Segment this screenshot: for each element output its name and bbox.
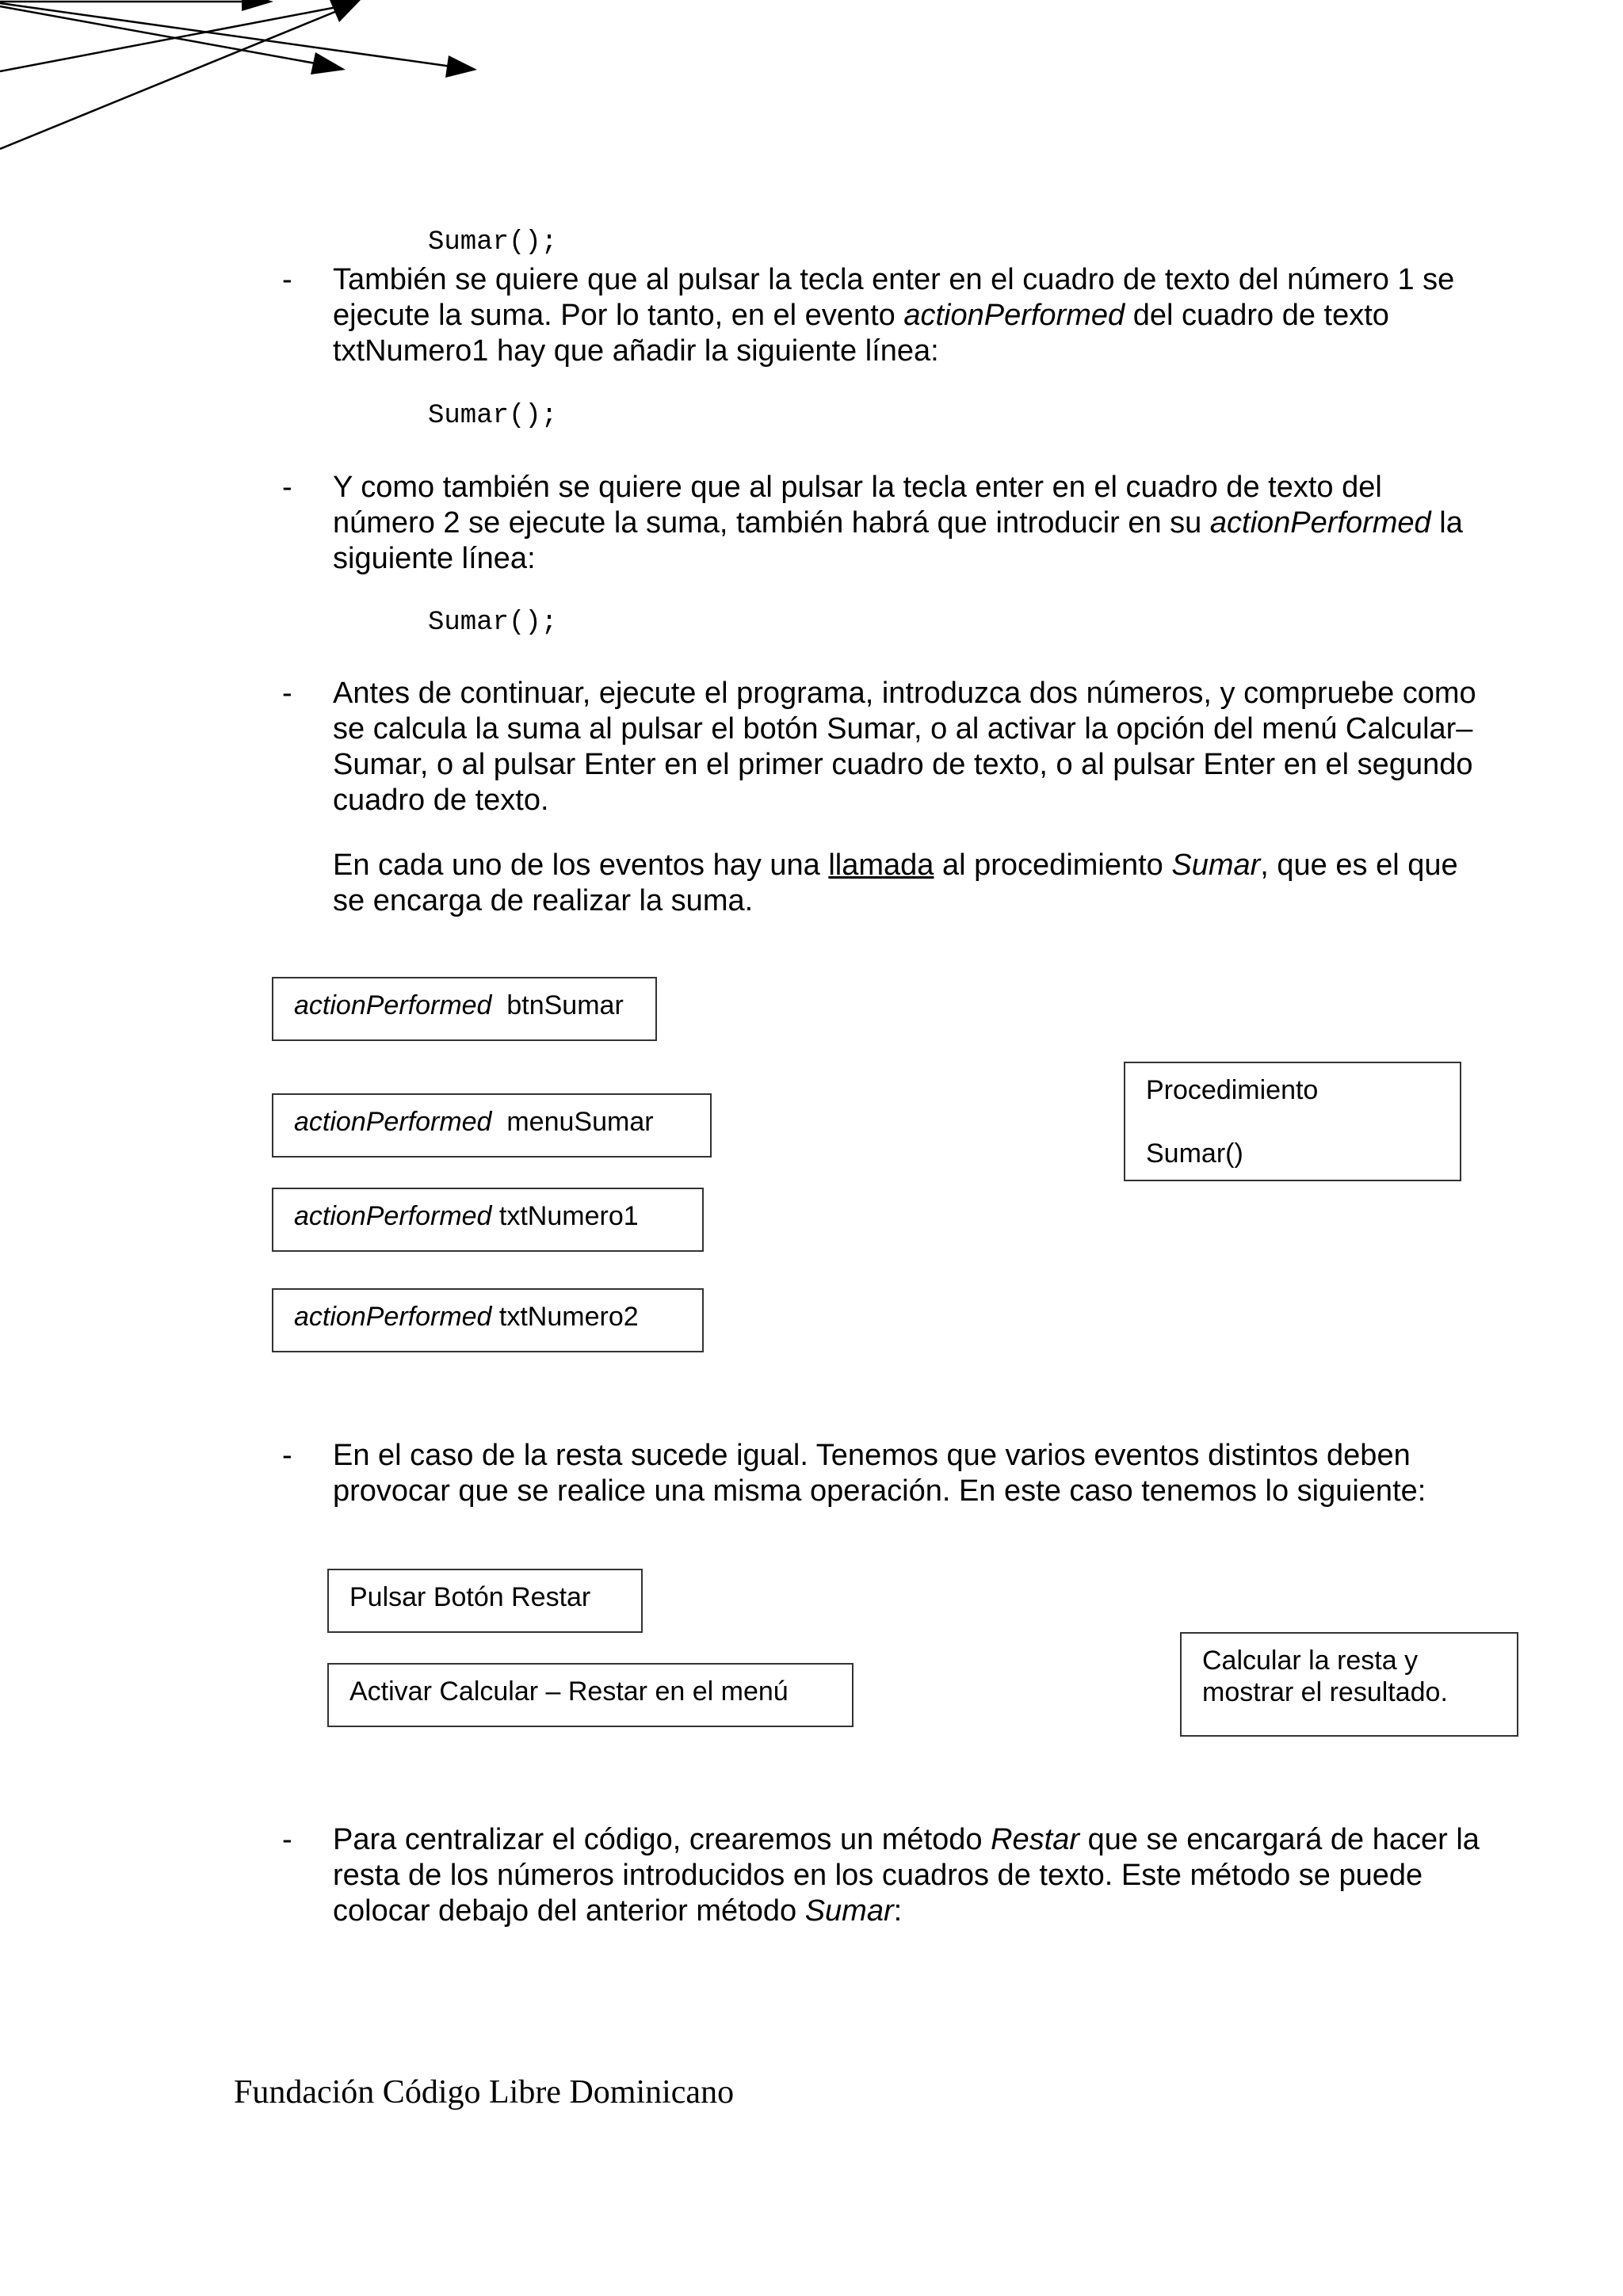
paragraph-llamada-sumar: En cada uno de los eventos hay una llamada al procedimiento Sumar, que es el que se encarga de realizar la suma.	[333, 849, 1458, 917]
action-box-calcular-resta: Calcular la resta y mostrar el resultado.	[1180, 1632, 1518, 1737]
arrowhead-icon	[445, 55, 477, 78]
arrowhead-icon	[311, 52, 346, 74]
paragraph-metodo-restar: Para centralizar el código, crearemos un método Restar que se encargará de hacer la resta de los números introducidos en los cuadros de texto. Este método se puede colocar debajo del anterior método Sumar:	[333, 1823, 1480, 1928]
event-box-txtnumero2: actionPerformed txtNumero2	[272, 1288, 704, 1352]
paragraph-enter-numero1: También se quiere que al pulsar la tecla enter en el cuadro de texto del número 1 se ejecute la suma. Por lo tanto, en el evento actionPerformed del cuadro de texto txtNumero1 hay que añadir la siguiente línea:	[333, 263, 1455, 368]
event-box-btnsumar: actionPerformed btnSumar	[272, 977, 657, 1041]
paragraph-ejecute-programa: Antes de continuar, ejecute el programa, introduzca dos números, y compruebe como se calcula la suma al pulsar el botón Sumar, o al activar la opción del menú Calcular–Sumar, o al pulsar Enter en el primer cuadro de texto, o al pulsar Enter en el segundo cuadro de texto.	[333, 677, 1476, 817]
paragraph-caso-resta: En el caso de la resta sucede igual. Tenemos que varios eventos distintos deben provocar que se realice una misma operación. En este caso tenemos lo siguiente:	[333, 1439, 1426, 1508]
event-box-menu-restar: Activar Calcular – Restar en el menú	[327, 1663, 854, 1727]
code-line-sumar: Sumar();	[428, 401, 558, 431]
paragraph-enter-numero2: Y como también se quiere que al pulsar la tecla enter en el cuadro de texto del número 2 se ejecute la suma, también habrá que introducir en su actionPerformed la siguiente línea:	[333, 471, 1463, 575]
llamada-link-text: llamada	[828, 849, 934, 882]
code-line-sumar: Sumar();	[428, 227, 558, 257]
connector-arrows	[0, 0, 507, 158]
bullet-dash: -	[282, 1823, 292, 1856]
bullet-dash: -	[282, 1439, 292, 1472]
procedure-box-sumar: Procedimiento Sumar()	[1124, 1062, 1461, 1181]
bullet-dash: -	[282, 471, 292, 504]
arrowhead-icon	[242, 0, 273, 11]
bullet-dash: -	[282, 677, 292, 710]
bullet-dash: -	[282, 263, 292, 296]
event-box-txtnumero1: actionPerformed txtNumero1	[272, 1188, 704, 1252]
event-box-menusumar: actionPerformed menuSumar	[272, 1093, 712, 1158]
event-box-pulsar-restar: Pulsar Botón Restar	[327, 1569, 643, 1633]
code-line-sumar: Sumar();	[428, 608, 558, 638]
page-footer: Fundación Código Libre Dominicano	[234, 2074, 735, 2111]
